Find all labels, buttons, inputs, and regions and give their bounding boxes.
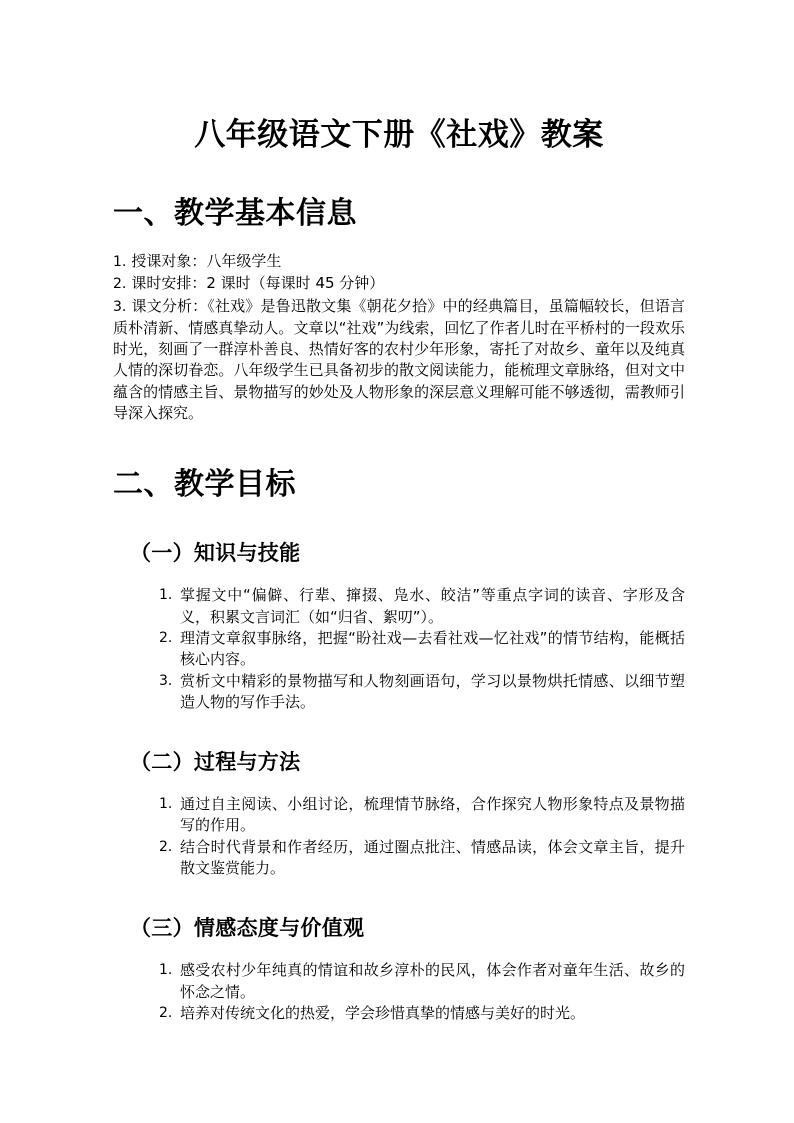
page-title: 八年级语文下册《社戏》教案 xyxy=(194,117,604,153)
basic-info-list xyxy=(113,251,685,424)
list-item xyxy=(159,1003,685,1024)
list-item-text: 课文分析：《社戏》是鲁迅散文集《朝花夕拾》中的经典篇目，虽篇幅较长，但语言质朴清新、情感真挚动人。文章以“社戏”为线索，回忆了作者儿时在平桥村的一段欢乐时光，刻画了一群淳朴善良、热情好客的农村少年形象，寄托了对故乡、童年以及纯真人情的深切眷恋。八年级学生已具备初步的散文阅读能力，能梳理文章脉络，但对文中蕴含的情感主旨、景物描写的妙处及人物形象的深层意义理解可能不够透彻，需教师引导深入探究。 xyxy=(113,296,685,423)
list-item xyxy=(159,671,685,714)
subsection-heading-knowledge-skills: （一）知识与技能 xyxy=(130,541,301,566)
list-item-number: 3. xyxy=(159,672,173,689)
list-item-number: 1. xyxy=(113,254,127,270)
list-item-number: 1. xyxy=(159,587,173,604)
list-item-text: 培养对传统文化的热爱，学会珍惜真挚的情感与美好的时光。 xyxy=(180,1003,586,1022)
section-heading-teaching-basic-info: 一、教学基本信息 xyxy=(113,196,357,231)
list-item xyxy=(159,960,685,1003)
list-item xyxy=(113,296,685,425)
list-item-number: 3. xyxy=(113,298,127,315)
list-item-number: 2. xyxy=(113,276,127,293)
list-item xyxy=(159,837,685,880)
subsection-heading-process-methods: （二）过程与方法 xyxy=(130,750,301,775)
list-item-number: 2. xyxy=(159,1004,173,1021)
list-item-number: 1. xyxy=(159,796,173,813)
list-item xyxy=(159,794,685,837)
section-heading-teaching-objectives: 二、教学目标 xyxy=(113,467,296,503)
list-item-text: 通过自主阅读、小组讨论，梳理情节脉络，合作探究人物形象特点及景物描写的作用。 xyxy=(180,795,685,835)
list-item xyxy=(113,273,685,295)
knowledge-skills-list xyxy=(113,585,685,713)
list-item-text: 理清文章叙事脉络，把握“盼社戏—去看社戏—忆社戏”的情节结构，能概括核心内容。 xyxy=(180,628,685,669)
list-item-text: 授课对象：八年级学生 xyxy=(131,252,282,270)
list-item-text: 课时安排：2 课时（每课时 45 分钟） xyxy=(131,274,385,293)
list-item-number: 2. xyxy=(159,838,173,855)
emotion-attitude-values-list xyxy=(113,960,685,1024)
list-item xyxy=(159,585,685,628)
list-item xyxy=(159,628,685,671)
list-item-number: 1. xyxy=(159,962,173,979)
list-item-text: 赏析文中精彩的景物描写和人物刻画语句，学习以景物烘托情感、以细节塑造人物的写作手法。 xyxy=(180,671,685,711)
process-methods-list xyxy=(113,794,685,879)
list-item xyxy=(113,251,685,273)
list-item-text: 感受农村少年纯真的情谊和故乡淳朴的民风，体会作者对童年生活、故乡的怀念之情。 xyxy=(180,961,685,1001)
list-item-text: 结合时代背景和作者经历，通过圈点批注、情感品读，体会文章主旨，提升散文鉴赏能力。 xyxy=(180,837,685,878)
list-item-number: 2. xyxy=(159,629,173,646)
subsection-heading-emotion-attitude-values: （三）情感态度与价值观 xyxy=(130,916,365,941)
list-item-text: 掌握文中“偏僻、行辈、撺掇、凫水、皎洁”等重点字词的读音、字形及含义，积累文言词汇（如“归省、絮叨”）。 xyxy=(180,586,685,626)
